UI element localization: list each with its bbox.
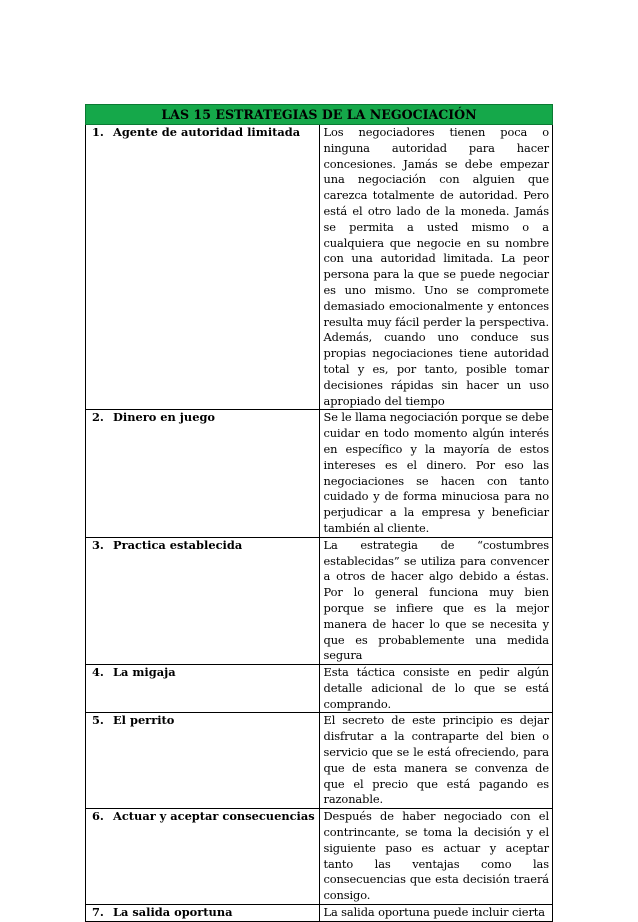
strategy-number: 1. bbox=[92, 125, 104, 139]
strategy-number: 2. bbox=[92, 410, 104, 425]
strategy-number: 4. bbox=[92, 665, 104, 680]
table-header-cell bbox=[86, 105, 553, 125]
table-row bbox=[86, 809, 553, 905]
strategy-label: La salida oportuna bbox=[113, 905, 233, 920]
strategy-label-cell bbox=[86, 809, 320, 905]
strategy-description-cell bbox=[319, 125, 553, 410]
strategy-label-cell bbox=[86, 410, 320, 537]
strategy-description-cell bbox=[319, 665, 553, 713]
table-row bbox=[86, 410, 553, 537]
table-row bbox=[86, 125, 553, 410]
strategy-label: El perrito bbox=[113, 713, 175, 728]
strategy-description: Se le llama negociación porque se debe cuidar en todo momento algún interés en específico y la mayoría de estos intereses es el dinero. Por eso las negociaciones se hacen con tanto cuidado y de forma minuciosa para no perjudicar a la empresa y beneficiar también al cliente. bbox=[323, 410, 549, 535]
table-row bbox=[86, 905, 553, 922]
strategy-description: La estrategia de “costumbres establecidas” se utiliza para convencer a otros de hacer algo debido a éstas. Por lo general funciona muy bien porque se infiere que es la mejor manera de hacer lo que se necesita y que es probablemente una medida segura bbox=[323, 537, 549, 663]
strategy-label-cell bbox=[86, 125, 320, 410]
strategy-label: Practica establecida bbox=[113, 537, 243, 552]
strategies-table bbox=[85, 104, 553, 922]
strategy-number: 7. bbox=[92, 905, 104, 920]
strategy-number: 6. bbox=[92, 809, 104, 824]
strategy-label-cell bbox=[86, 713, 320, 809]
strategy-description-cell bbox=[319, 809, 553, 905]
table-row bbox=[86, 665, 553, 713]
strategy-description-cell bbox=[319, 537, 553, 664]
strategy-description-cell bbox=[319, 905, 553, 922]
strategy-description: Después de haber negociado con el contrincante, se toma la decisión y el siguiente paso es actuar y aceptar tanto las ventajas como las consecuencias que esta decisión traerá consigo. bbox=[323, 809, 549, 903]
strategy-description-cell bbox=[319, 410, 553, 537]
document-page bbox=[85, 104, 553, 922]
strategy-label: Agente de autoridad limitada bbox=[113, 125, 301, 139]
strategy-description: El secreto de este principio es dejar disfrutar a la contraparte del bien o servicio que se le está ofreciendo, para que de esta manera se convenza de que el precio que está pagando es razonable. bbox=[323, 713, 549, 807]
table-row bbox=[86, 537, 553, 664]
strategy-label-cell bbox=[86, 905, 320, 922]
table-header-row bbox=[86, 105, 553, 125]
strategy-description: Los negociadores tienen poca o ninguna autoridad para hacer concesiones. Jamás se debe empezar una negociación con alguien que carezca totalmente de autoridad. Pero está el otro lado de la moneda. Jamás se permita a usted mismo o a cualquiera que negocie en su nombre con una autoridad limitada. La peor persona para la que se puede negociar es uno mismo. Uno se compromete demasiado emocionalmente y entonces resulta muy fácil perder la perspectiva. Además, cuando uno conduce sus propias negociaciones tiene autoridad total y es, por tanto, posible tomar decisiones rápidas sin hacer un uso apropiado del tiempo bbox=[323, 125, 549, 408]
strategy-label-cell bbox=[86, 537, 320, 664]
strategy-number: 3. bbox=[92, 537, 104, 552]
table-title: LAS 15 ESTRATEGIAS DE LA NEGOCIACIÓN bbox=[161, 107, 477, 122]
strategy-description: Esta táctica consiste en pedir algún detalle adicional de lo que se está comprando. bbox=[323, 665, 549, 711]
strategy-label: Dinero en juego bbox=[113, 410, 216, 425]
strategy-label: Actuar y aceptar consecuencias bbox=[113, 809, 315, 824]
strategy-label: La migaja bbox=[113, 665, 176, 680]
strategy-description: La salida oportuna puede incluir cierta bbox=[323, 905, 545, 920]
strategy-number: 5. bbox=[92, 713, 104, 728]
strategy-label-cell bbox=[86, 665, 320, 713]
table-row bbox=[86, 713, 553, 809]
strategy-description-cell bbox=[319, 713, 553, 809]
